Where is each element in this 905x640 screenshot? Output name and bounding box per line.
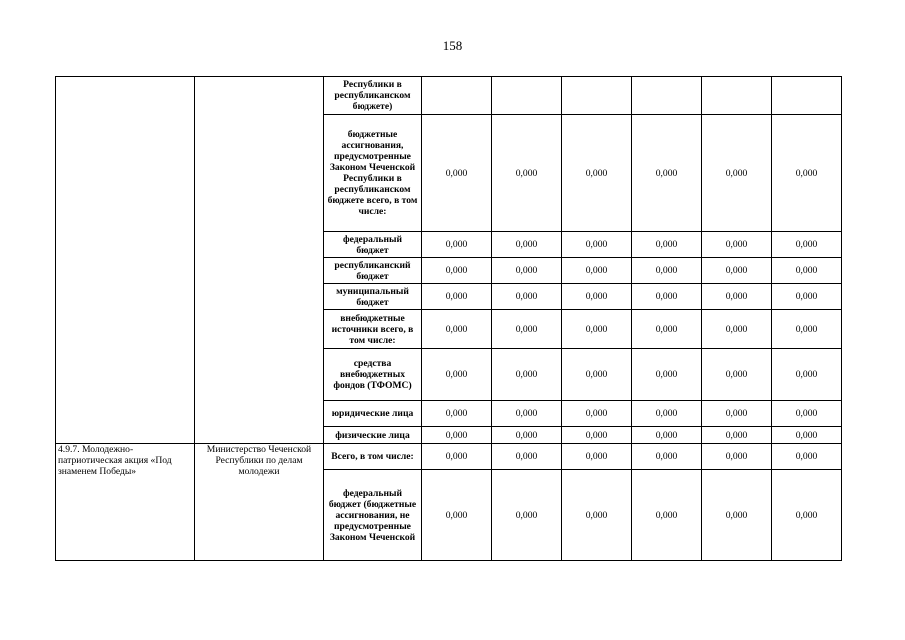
value-cell: 0,000 [772,427,842,444]
value-cell: 0,000 [772,401,842,427]
value-cell: 0,000 [422,444,492,470]
measure-cell-continued [56,77,195,444]
value-cell: 0,000 [632,310,702,349]
value-cell: 0,000 [422,401,492,427]
value-cell: 0,000 [562,258,632,284]
value-cell [632,77,702,115]
value-cell: 0,000 [562,284,632,310]
value-cell: 0,000 [492,427,562,444]
value-cell: 0,000 [422,232,492,258]
value-cell: 0,000 [422,310,492,349]
value-cell: 0,000 [632,427,702,444]
value-cell: 0,000 [702,310,772,349]
value-cell: 0,000 [492,284,562,310]
value-cell [492,77,562,115]
value-cell: 0,000 [702,115,772,232]
value-cell: 0,000 [492,349,562,401]
value-cell: 0,000 [562,232,632,258]
value-cell: 0,000 [492,444,562,470]
value-cell: 0,000 [562,470,632,561]
value-cell: 0,000 [492,115,562,232]
value-cell: 0,000 [562,401,632,427]
value-cell: 0,000 [632,284,702,310]
value-cell: 0,000 [772,115,842,232]
value-cell: 0,000 [772,310,842,349]
value-cell [562,77,632,115]
value-cell: 0,000 [702,349,772,401]
value-cell: 0,000 [492,470,562,561]
funding-source-cell: Всего, в том числе: [324,444,422,470]
table-row [56,77,842,115]
measure-executor-cell: Министерство Чеченской Республики по делам молодежи [195,444,324,561]
measure-description-cell: 4.9.7. Молодежно-патриотическая акция «Под знаменем Победы» [56,444,195,561]
funding-source-cell: юридические лица [324,401,422,427]
value-cell: 0,000 [772,258,842,284]
value-cell: 0,000 [492,401,562,427]
value-cell: 0,000 [492,232,562,258]
value-cell: 0,000 [632,444,702,470]
value-cell: 0,000 [562,310,632,349]
value-cell: 0,000 [702,401,772,427]
value-cell: 0,000 [702,470,772,561]
value-cell: 0,000 [772,232,842,258]
value-cell: 0,000 [422,349,492,401]
value-cell: 0,000 [772,470,842,561]
value-cell: 0,000 [562,349,632,401]
funding-source-cell: средства внебюджетных фондов (ТФОМС) [324,349,422,401]
value-cell: 0,000 [632,401,702,427]
value-cell: 0,000 [492,310,562,349]
value-cell: 0,000 [492,258,562,284]
funding-source-cell: федеральный бюджет (бюджетные ассигнования, не предусмотренные Законом Чеченской [324,470,422,561]
value-cell: 0,000 [632,349,702,401]
value-cell [772,77,842,115]
value-cell [702,77,772,115]
value-cell: 0,000 [702,444,772,470]
page-number: 158 [442,38,463,53]
funding-source-cell: муниципальный бюджет [324,284,422,310]
value-cell: 0,000 [702,232,772,258]
value-cell: 0,000 [772,284,842,310]
executor-cell-continued [195,77,324,444]
funding-source-cell: физические лица [324,427,422,444]
budget-table-body [56,77,842,561]
value-cell: 0,000 [632,470,702,561]
value-cell [422,77,492,115]
value-cell: 0,000 [562,444,632,470]
value-cell: 0,000 [632,232,702,258]
value-cell: 0,000 [772,444,842,470]
value-cell: 0,000 [632,115,702,232]
value-cell: 0,000 [422,427,492,444]
budget-table [55,76,842,561]
value-cell: 0,000 [772,349,842,401]
value-cell: 0,000 [702,258,772,284]
value-cell: 0,000 [422,470,492,561]
value-cell: 0,000 [562,427,632,444]
funding-source-cell: Республики в республиканском бюджете) [324,77,422,115]
value-cell: 0,000 [702,427,772,444]
value-cell: 0,000 [422,115,492,232]
funding-source-cell: бюджетные ассигнования, предусмотренные Законом Чеченской Республики в республиканском бюджете всего, в том числе: [324,115,422,232]
funding-source-cell: федеральный бюджет [324,232,422,258]
value-cell: 0,000 [702,284,772,310]
value-cell: 0,000 [632,258,702,284]
value-cell: 0,000 [422,284,492,310]
value-cell: 0,000 [422,258,492,284]
value-cell: 0,000 [562,115,632,232]
table-row [56,444,842,470]
funding-source-cell: республиканский бюджет [324,258,422,284]
funding-source-cell: внебюджетные источники всего, в том числе: [324,310,422,349]
